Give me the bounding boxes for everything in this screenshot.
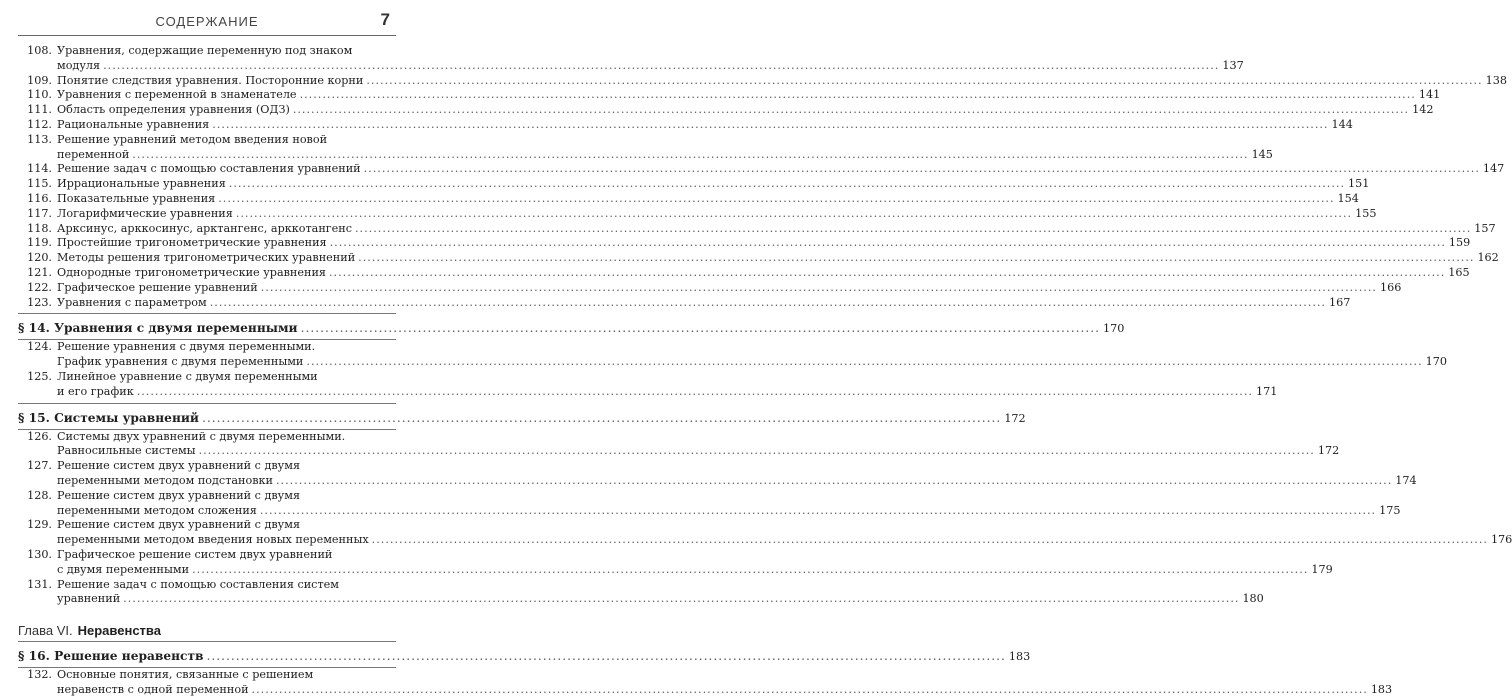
dot-leader (229, 177, 1345, 192)
section-page: 183 (1008, 650, 1031, 664)
toc-entry (18, 191, 1359, 207)
dot-leader (355, 222, 1471, 237)
dot-leader (206, 648, 1005, 664)
entry-title: Уравнения с переменной в знаменателе (57, 88, 297, 102)
dot-leader (103, 59, 1219, 74)
entry-title: Равносильные системы (57, 444, 196, 458)
entry-line (57, 147, 1273, 163)
dot-leader (210, 296, 1326, 311)
entry-page: 155 (1355, 206, 1377, 220)
toc-entry (18, 488, 1401, 519)
toc-content (18, 44, 1512, 698)
entry-title: Простейшие тригонометрические уравнения (57, 236, 327, 250)
entry-title: Методы решения тригонометрических уравнений (57, 251, 356, 265)
entry-line (57, 489, 394, 504)
entry-line (57, 162, 1505, 177)
toc-entry (18, 518, 1512, 548)
toc-entry (18, 265, 1470, 281)
toc-entry (18, 280, 1402, 296)
dot-leader (252, 683, 1368, 698)
toc-entry (18, 221, 1496, 237)
entry-title: модуля (57, 58, 101, 72)
dot-leader (329, 266, 1445, 281)
entry-line (57, 578, 394, 593)
entry-page: 174 (1395, 473, 1417, 487)
entry-number: 118. (27, 221, 52, 235)
dot-leader (301, 320, 1100, 336)
toc-entry (18, 162, 1505, 177)
toc-entry (18, 459, 1417, 489)
toc-entry (18, 73, 1507, 89)
toc-entry (18, 340, 1448, 370)
entry-number: 111. (27, 103, 52, 117)
entry-number: 130. (27, 547, 52, 561)
dot-leader (306, 355, 1422, 370)
entry-line (57, 503, 1401, 519)
dot-leader (372, 533, 1488, 548)
entry-title: Графическое решение уравнений (57, 280, 258, 294)
entry-line (57, 340, 394, 355)
entry-line (57, 88, 1441, 103)
entry-title: переменными методом подстановки (57, 473, 273, 487)
toc-group-equations (18, 44, 1507, 310)
toc-entry (18, 206, 1377, 222)
dot-leader (330, 236, 1446, 251)
entry-number: 110. (27, 88, 52, 102)
dot-leader (236, 207, 1352, 222)
toc-entry (18, 295, 1351, 311)
entry-line (57, 518, 394, 533)
entry-line (57, 473, 1417, 489)
entry-line (57, 548, 394, 563)
entry-line (57, 133, 394, 148)
chapter-6-heading (18, 607, 396, 641)
section-16-heading (18, 642, 1031, 667)
entry-number: 125. (27, 369, 52, 383)
toc-entry (18, 251, 1499, 266)
entry-line (57, 177, 1370, 192)
entry-title: Решение задач с помощью составления систем (57, 577, 339, 591)
dot-leader (123, 592, 1239, 607)
entry-title: График уравнения с двумя переменными (57, 355, 304, 369)
entry-page: 171 (1255, 384, 1278, 398)
dot-leader (137, 385, 1253, 400)
entry-title: Уравнения, содержащие переменную под знаком (57, 44, 353, 57)
entry-page: 157 (1474, 221, 1496, 235)
dot-leader (218, 192, 1334, 207)
section-title: § 16. Решение неравенств (18, 649, 204, 664)
entry-number: 126. (27, 429, 52, 443)
entry-number: 128. (27, 488, 52, 502)
entry-page: 183 (1370, 682, 1393, 696)
dot-leader (261, 281, 1377, 296)
toc-entry (18, 177, 1370, 192)
section-title: § 15. Системы уравнений (18, 410, 199, 425)
toc-entry (18, 668, 1393, 698)
entry-line (57, 73, 1507, 89)
entry-number: 129. (27, 518, 52, 532)
entry-title: неравенств с одной переменной (57, 682, 249, 696)
entry-line (57, 280, 1402, 296)
entry-title: Решение задач с помощью составления уравнений (57, 162, 361, 176)
entry-line (57, 370, 394, 385)
entry-title: с двумя переменными (57, 562, 190, 576)
toc-entry (18, 236, 1471, 251)
dot-leader (199, 444, 1315, 459)
entry-line (57, 44, 394, 59)
toc-entry (18, 429, 1340, 460)
section-title: § 14. Уравнения с двумя переменными (18, 321, 298, 336)
entry-page: 141 (1418, 88, 1441, 102)
entry-line (57, 668, 394, 683)
entry-title: Рациональные уравнения (57, 117, 210, 131)
toc-entry (18, 132, 1273, 163)
entry-page: 165 (1448, 265, 1470, 279)
entry-number: 114. (27, 162, 52, 176)
entry-line (57, 117, 1353, 133)
entry-line (57, 103, 1434, 118)
toc-entry (18, 117, 1353, 133)
entry-number: 117. (27, 206, 52, 220)
toc-group-systems (18, 429, 1512, 608)
entry-number: 108. (27, 44, 52, 57)
entry-line (57, 206, 1377, 222)
entry-title: Показательные уравнения (57, 191, 216, 205)
entry-number: 113. (27, 132, 52, 146)
entry-line (57, 444, 1340, 459)
entry-number: 116. (27, 191, 52, 205)
entry-number: 119. (27, 236, 52, 250)
entry-page: 179 (1311, 562, 1333, 576)
entry-number: 132. (27, 668, 52, 682)
entry-title: Основные понятия, связанные с решением (57, 668, 314, 682)
entry-line (57, 58, 1244, 74)
section-15-heading (18, 404, 1026, 429)
entry-title: Системы двух уравнений с двумя переменными. (57, 429, 346, 443)
entry-title: и его график (57, 384, 134, 398)
entry-title: переменными методом сложения (57, 503, 257, 517)
dot-leader (358, 251, 1474, 266)
page-number: 7 (380, 10, 390, 29)
dot-leader (276, 474, 1392, 489)
entry-line (57, 682, 1393, 698)
entry-line (57, 251, 1499, 266)
entry-line (57, 592, 1264, 607)
entry-page: 175 (1379, 503, 1401, 517)
header-rule (18, 35, 396, 36)
dot-leader (364, 162, 1480, 177)
entry-line (57, 384, 1278, 400)
entry-number: 122. (27, 280, 52, 294)
entry-page: 151 (1348, 177, 1370, 191)
entry-line (57, 221, 1496, 237)
toc-entry (18, 547, 1333, 578)
entry-title: Графическое решение систем двух уравнений (57, 547, 333, 561)
entry-line (57, 295, 1351, 311)
entry-title: Линейное уравнение с двумя переменными (57, 369, 318, 383)
entry-number: 115. (27, 177, 52, 191)
dot-leader (260, 504, 1376, 519)
toc-entry (18, 88, 1441, 103)
entry-page: 180 (1242, 592, 1264, 606)
entry-page: 159 (1448, 236, 1471, 250)
entry-page: 145 (1251, 147, 1273, 161)
toc-group-inequalities (18, 668, 1393, 698)
entry-title: Решение уравнений методом введения новой (57, 132, 328, 146)
toc-entry (18, 577, 1264, 608)
toc-entry (18, 103, 1434, 118)
entry-title: Иррациональные уравнения (57, 177, 226, 191)
toc-group-two-variable-equations (18, 340, 1448, 399)
entry-page: 166 (1379, 280, 1402, 294)
entry-page: 144 (1331, 117, 1353, 131)
section-page: 172 (1004, 411, 1026, 425)
entry-title: Логарифмические уравнения (57, 206, 233, 220)
entry-page: 154 (1337, 191, 1359, 205)
entry-page: 170 (1425, 355, 1448, 369)
entry-number: 127. (27, 459, 52, 473)
entry-page: 137 (1222, 58, 1244, 72)
entry-title: Уравнения с параметром (57, 295, 207, 309)
entry-title: переменными методом введения новых переменных (57, 533, 369, 547)
entry-title: Понятие следствия уравнения. Посторонние корни (57, 73, 364, 87)
entry-number: 123. (27, 295, 52, 309)
entry-line (57, 459, 394, 474)
running-title: СОДЕРЖАНИЕ (155, 14, 259, 29)
section-page: 170 (1102, 322, 1125, 336)
dot-leader (366, 74, 1482, 89)
entry-line (57, 236, 1471, 251)
entry-number: 131. (27, 577, 52, 591)
dot-leader (212, 118, 1328, 133)
toc-entry (18, 369, 1278, 400)
entry-line (57, 191, 1359, 207)
dot-leader (132, 148, 1248, 163)
dot-leader (192, 563, 1308, 578)
entry-number: 109. (27, 73, 52, 87)
entry-title: Область определения уравнения (ОДЗ) (57, 103, 290, 117)
entry-line (57, 265, 1470, 281)
dot-leader (293, 103, 1409, 118)
entry-line (57, 562, 1333, 578)
entry-title: переменной (57, 147, 130, 161)
chapter-title: Неравенства (77, 623, 161, 639)
entry-line (57, 355, 1448, 370)
entry-title: Решение систем двух уравнений с двумя (57, 518, 301, 532)
entry-line (57, 430, 394, 445)
entry-page: 162 (1477, 251, 1499, 265)
dot-leader (300, 88, 1416, 103)
entry-number: 112. (27, 117, 52, 131)
entry-title: Однородные тригонометрические уравнения (57, 265, 326, 279)
entry-number: 121. (27, 265, 52, 279)
toc-entry (18, 44, 1244, 74)
dot-leader (202, 410, 1001, 426)
entry-title: Арксинус, арккосинус, арктангенс, арккотангенс (57, 221, 352, 235)
entry-page: 176 (1490, 533, 1512, 547)
chapter-label: Глава VI. (18, 623, 73, 639)
page-header (18, 12, 396, 32)
entry-page: 147 (1482, 162, 1505, 176)
entry-title: уравнений (57, 592, 121, 606)
entry-page: 142 (1412, 103, 1434, 117)
entry-page: 138 (1485, 73, 1507, 87)
entry-page: 167 (1328, 295, 1351, 309)
section-14-heading (18, 314, 1125, 339)
entry-title: Решение уравнения с двумя переменными. (57, 340, 316, 354)
entry-title: Решение систем двух уравнений с двумя (57, 459, 301, 473)
entry-number: 120. (27, 251, 52, 265)
entry-title: Решение систем двух уравнений с двумя (57, 488, 301, 502)
entry-number: 124. (27, 340, 52, 354)
entry-line (57, 533, 1512, 548)
entry-page: 172 (1317, 444, 1340, 458)
